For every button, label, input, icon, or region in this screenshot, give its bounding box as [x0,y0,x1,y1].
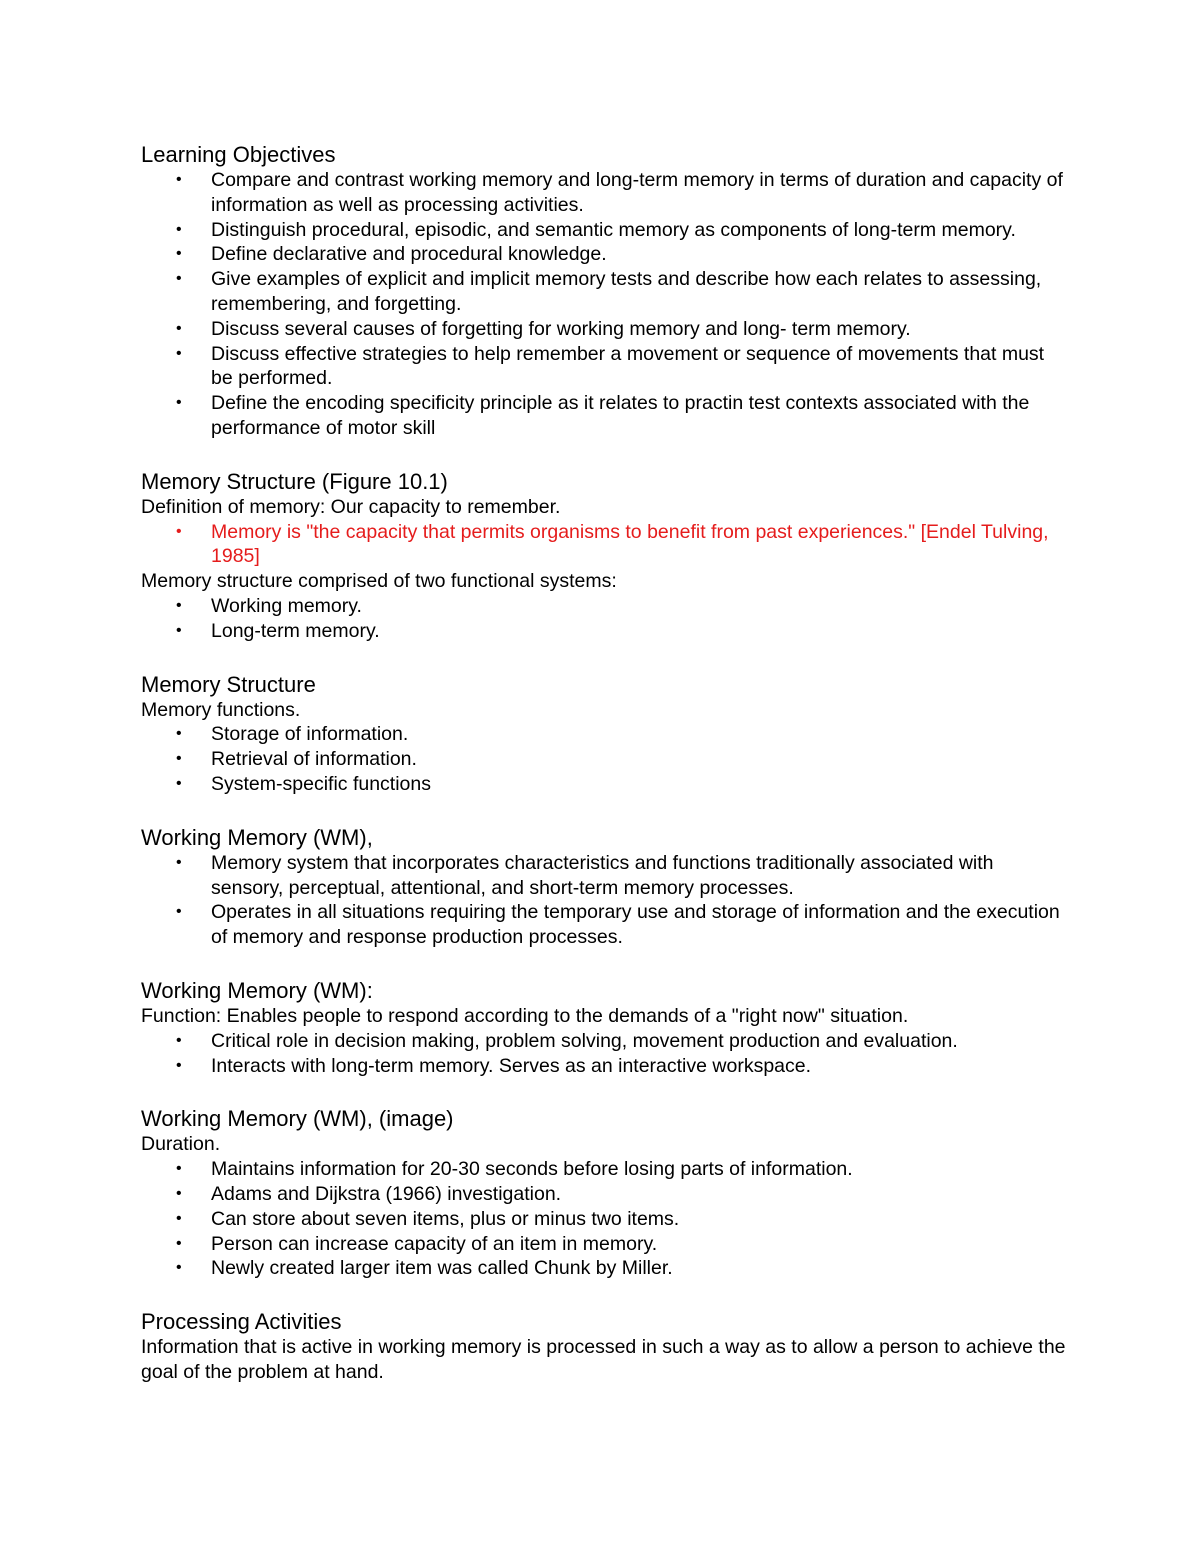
list-item: • Newly created larger item was called Chunk by Miller. [176,1257,673,1280]
list-item: • Memory system that incorporates characteristics and functions traditionally associated with sensory, perceptual, attentional, and short-term memory processes. [176,851,994,899]
definition-text: Definition of memory: Our capacity to remember. [141,495,561,518]
section-heading: Learning Objectives [141,142,336,167]
section-heading: Working Memory (WM), (image) [141,1106,454,1132]
section-processing-activities [141,1309,1071,1385]
list-item: • Person can increase capacity of an item in memory. [176,1232,658,1255]
bullet-list [141,1157,1071,1281]
bullet-icon: • [176,1259,182,1277]
section-heading: Working Memory (WM), [141,824,373,850]
bullet-icon: • [176,344,182,362]
list-item: • Give examples of explicit and implicit memory tests and describe how each relates to assessing, remembering, and forgetting. [176,268,1042,315]
bullet-icon: • [176,853,182,871]
intro-text: Function: Enables people to respond according to the demands of a "right now" situation. [141,1004,909,1027]
list-item: • Distinguish procedural, episodic, and semantic memory as components of long-term memory. [176,218,1016,241]
list-item: • Retrieval of information. [176,748,417,771]
bullet-icon: • [176,621,182,639]
bullet-icon: • [176,245,182,263]
section-learning-objectives [141,142,1071,441]
bullet-icon: • [176,596,182,614]
list-item: • Long-term memory. [176,619,380,642]
list-item: • Working memory. [176,594,362,617]
bullet-list [141,520,1071,570]
bullet-icon: • [176,1234,182,1252]
bullet-icon: • [176,903,182,921]
intro-text: Duration. [141,1133,221,1156]
bullet-icon: • [176,522,182,540]
section-heading: Working Memory (WM): [141,977,373,1003]
intro-text: Information that is active in working memory is processed in such a way as to allow a person to achieve the goal of the problem at hand. [141,1336,1066,1383]
list-item: • Storage of information. [176,723,409,746]
bullet-icon: • [176,1184,182,1202]
bullet-icon: • [176,319,182,337]
list-item: • Discuss several causes of forgetting for working memory and long- term memory. [176,317,911,340]
section-heading: Processing Activities [141,1309,342,1335]
intro-text: Memory structure comprised of two functional systems: [141,570,617,593]
list-item: • Critical role in decision making, problem solving, movement production and evaluation. [176,1029,958,1052]
bullet-list [141,168,1071,441]
section-working-memory-definition [141,825,1071,950]
list-item: • Define declarative and procedural knowledge. [176,243,607,266]
list-item: • Maintains information for 20-30 seconds before losing parts of information. [176,1158,853,1181]
list-item: • Interacts with long-term memory. Serves as an interactive workspace. [176,1054,812,1077]
bullet-icon: • [176,774,182,792]
section-working-memory-function [141,978,1071,1078]
list-item: • Adams and Dijkstra (1966) investigation. [176,1182,562,1205]
section-memory-structure-figure [141,469,1071,644]
bullet-list [141,594,1071,644]
list-item: • System-specific functions [176,772,431,795]
bullet-icon: • [176,1160,182,1178]
bullet-icon: • [176,725,182,743]
list-item: • Can store about seven items, plus or minus two items. [176,1207,680,1230]
list-item: • Compare and contrast working memory and long-term memory in terms of duration and capacity of information as well as processing activities. [176,169,1063,216]
bullet-icon: • [176,270,182,288]
bullet-icon: • [176,220,182,238]
bullet-icon: • [176,394,182,412]
bullet-icon: • [176,1209,182,1227]
list-item: • Operates in all situations requiring the temporary use and storage of information and the execution of memory and response production processes. [176,901,1060,949]
section-heading: Memory Structure (Figure 10.1) [141,468,448,494]
bullet-icon: • [176,750,182,768]
intro-text: Memory functions. [141,698,301,721]
section-heading: Memory Structure [141,671,316,697]
section-memory-structure [141,672,1071,797]
bullet-icon: • [176,1031,182,1049]
list-item: • Discuss effective strategies to help remember a movement or sequence of movements that must be performed. [176,342,1045,390]
bullet-list [141,851,1071,950]
bullet-icon: • [176,1056,182,1074]
section-working-memory-duration [141,1106,1071,1281]
bullet-list [141,1029,1071,1079]
bullet-list [141,722,1071,796]
list-item: • Define the encoding specificity principle as it relates to practin test contexts associated with the performance of motor skill [176,392,1030,439]
bullet-icon: • [176,171,182,188]
quote-item: • Memory is "the capacity that permits organisms to benefit from past experiences." [Endel Tulving, 1985] [176,520,1049,568]
document-body [141,142,1071,1413]
